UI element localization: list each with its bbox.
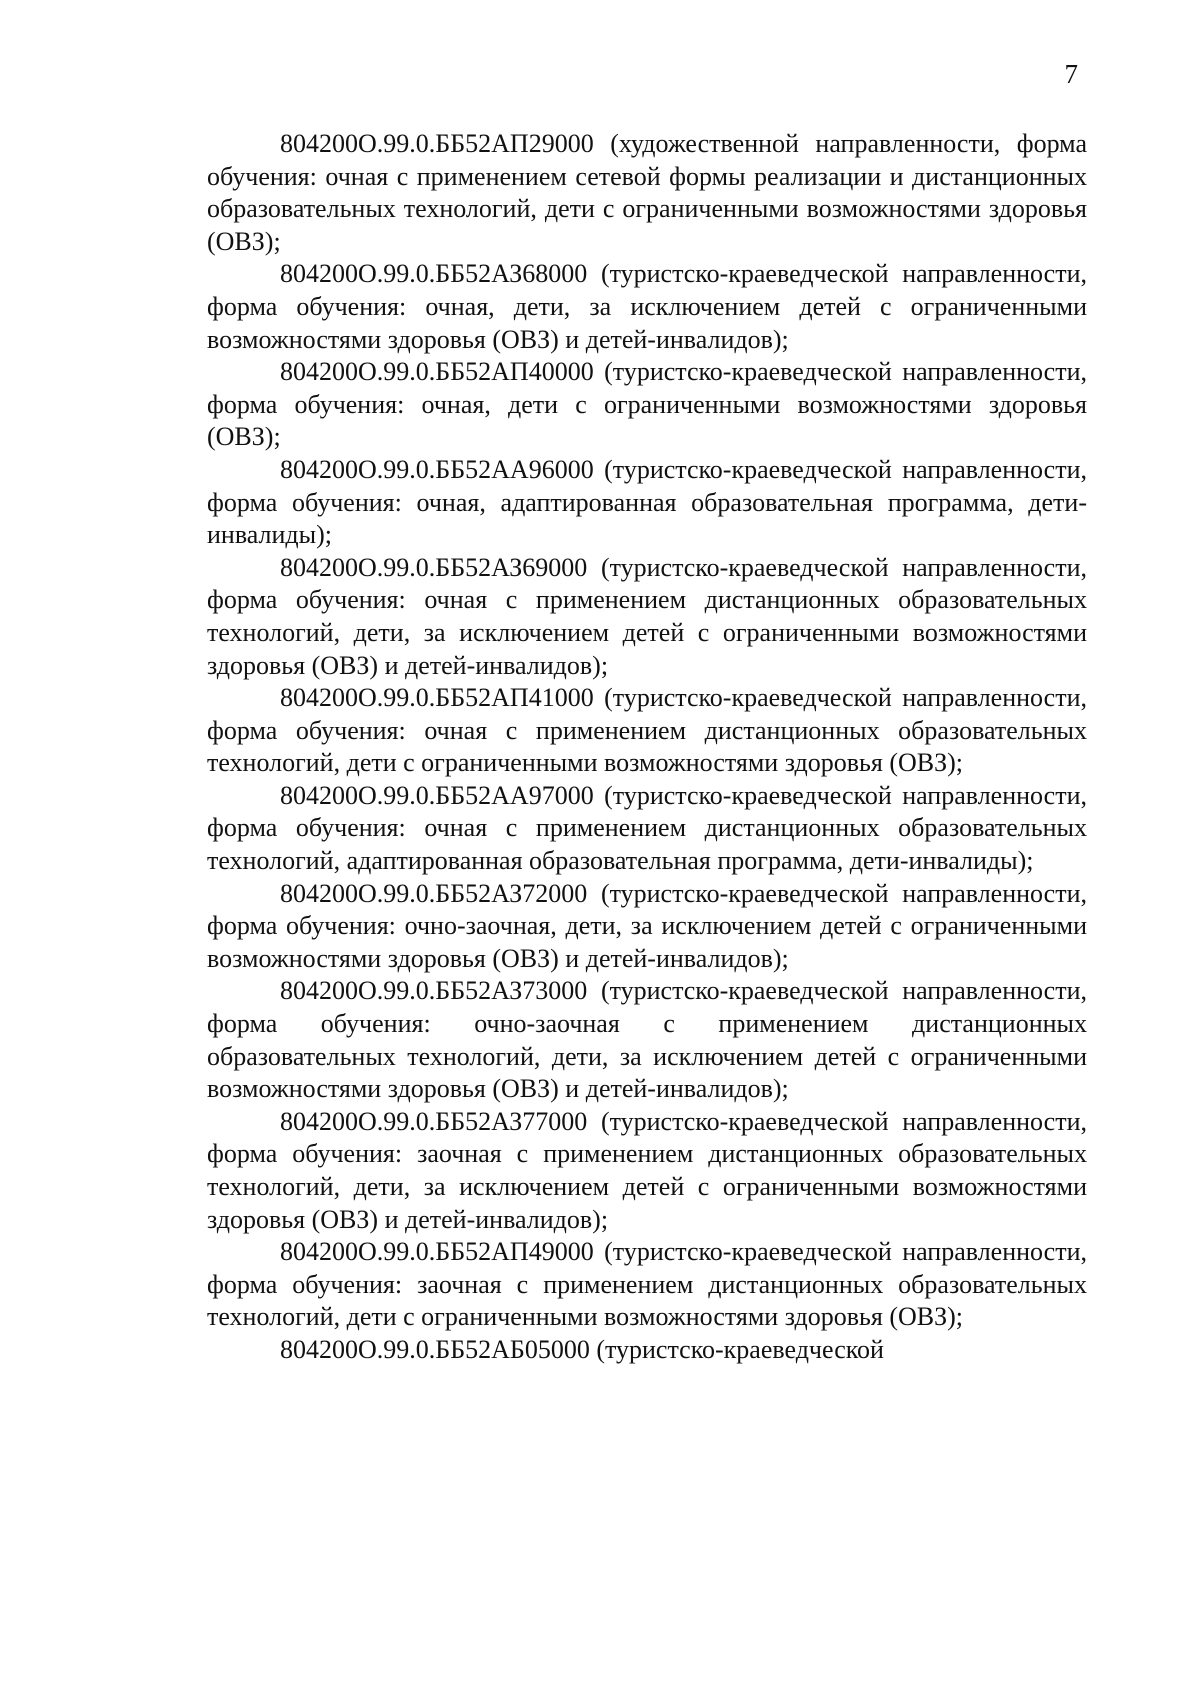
service-description: (туристско-краеведческой направленности, форма обучения: очно-заочная с применением дистанционных образовательных технологий, дети, за исключением детей с ограниченными возможностями здоровья (ОВЗ) и детей-инвалидов); [207, 976, 1087, 1104]
list-item [207, 975, 1087, 1105]
list-item [207, 682, 1087, 780]
service-description: (туристско-краеведческой направленности, форма обучения: заочная с применением дистанционных образовательных технологий, дети, за исключением детей с ограниченными возможностями здоровья (ОВЗ) и детей-инвалидов); [207, 1106, 1087, 1234]
service-code: 804200О.99.0.ББ52АП41000 [280, 683, 594, 713]
service-code: 804200О.99.0.ББ52АП40000 [280, 357, 594, 387]
service-description: (туристско-краеведческой направленности, форма обучения: очная с применением дистанционных образовательных технологий, адаптированная образовательная программа, дети-инвалиды); [207, 780, 1087, 876]
list-item [207, 128, 1087, 258]
list-item [207, 356, 1087, 454]
list-item [207, 780, 1087, 878]
service-code: 804200О.99.0.ББ52АБ05000 [280, 1334, 590, 1364]
service-description: (туристско-краеведческой направленности, форма обучения: очная, дети, за исключением детей с ограниченными возможностями здоровья (ОВЗ) и детей-инвалидов); [207, 259, 1087, 354]
service-description: (туристско-краеведческой направленности, форма обучения: заочная с применением дистанционных образовательных технологий, дети с ограниченными возможностями здоровья (ОВЗ); [207, 1237, 1087, 1332]
service-description: (туристско-краеведческой направленности, форма обучения: очно-заочная, дети, за исключением детей с ограниченными возможностями здоровья (ОВЗ) и детей-инвалидов); [207, 878, 1087, 973]
service-description: (художественной направленности, форма обучения: очная с применением сетевой формы реализации и дистанционных образовательных технологий, дети с ограниченными возможностями здоровья (ОВЗ); [207, 129, 1087, 256]
service-description: (туристско-краеведческой направленности, форма обучения: очная с применением дистанционных образовательных технологий, дети, за исключением детей с ограниченными возможностями здоровья (ОВЗ) и детей-инвалидов); [207, 552, 1087, 680]
service-description: (туристско-краеведческой [596, 1334, 884, 1364]
page-number: 7 [1064, 59, 1078, 89]
service-code: 804200О.99.0.ББ52АП49000 [280, 1237, 594, 1267]
service-code: 804200О.99.0.ББ52АЗ73000 [280, 976, 588, 1006]
document-body [207, 128, 1087, 1367]
service-code: 804200О.99.0.ББ52АП29000 [280, 129, 594, 158]
service-code: 804200О.99.0.ББ52АЗ77000 [280, 1106, 588, 1136]
service-description: (туристско-краеведческой направленности, форма обучения: очная с применением дистанционных образовательных технологий, дети с ограниченными возможностями здоровья (ОВЗ); [207, 683, 1087, 778]
service-description: (туристско-краеведческой направленности, форма обучения: очная, адаптированная образовательная программа, дети-инвалиды); [207, 454, 1087, 550]
list-item [207, 1334, 1087, 1367]
list-item [207, 258, 1087, 356]
list-item [207, 1106, 1087, 1236]
service-code: 804200О.99.0.ББ52АА96000 [280, 454, 594, 484]
service-code: 804200О.99.0.ББ52АЗ68000 [280, 259, 588, 289]
list-item [207, 878, 1087, 976]
service-code: 804200О.99.0.ББ52АЗ72000 [280, 878, 588, 908]
service-code: 804200О.99.0.ББ52АА97000 [280, 780, 594, 810]
service-description: (туристско-краеведческой направленности, форма обучения: очная, дети с ограниченными возможностями здоровья (ОВЗ); [207, 357, 1087, 452]
list-item [207, 1236, 1087, 1334]
list-item [207, 552, 1087, 682]
service-code: 804200О.99.0.ББ52АЗ69000 [280, 552, 588, 582]
list-item [207, 454, 1087, 552]
